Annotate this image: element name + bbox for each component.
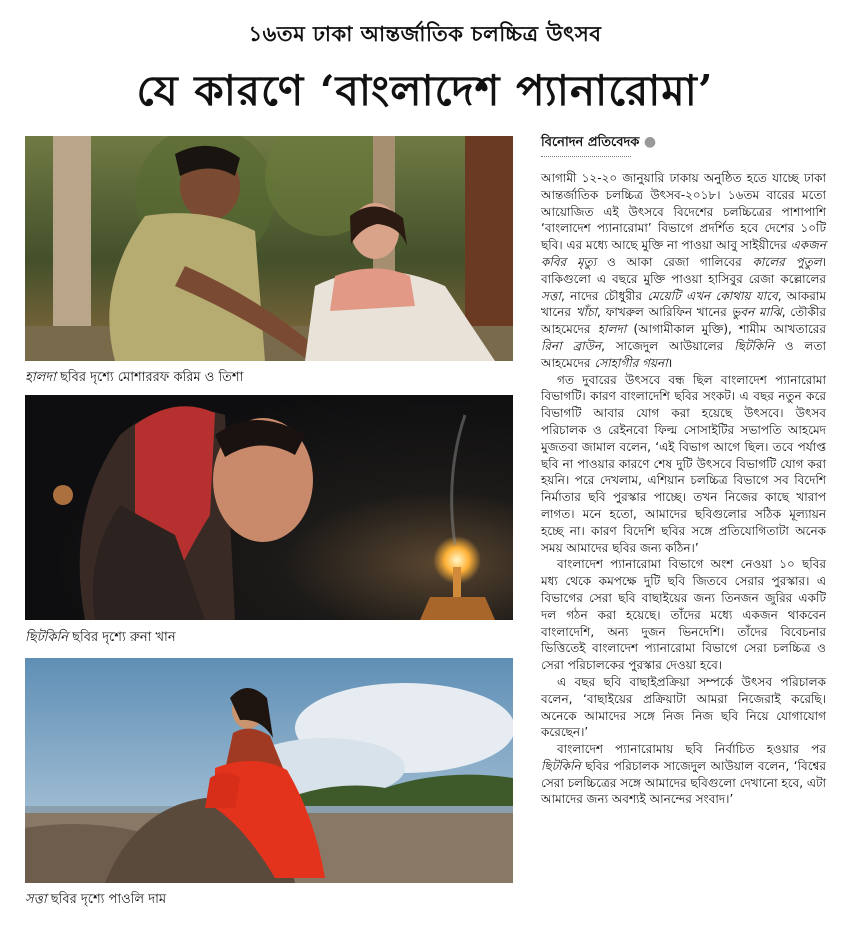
text-run: আগামী ১২-২০ জানুয়ারি ঢাকায় অনুষ্ঠিত হতে যাচ্ছে ঢাকা আন্তর্জাতিক চলচ্চিত্র উৎসব-২০১৮। ১৬তম বারের মতো আয়োজিত এই উৎসবে বিদেশের চলচ্চিত্রের পাশাপাশি ‘বাংলাদেশ প্যানারোমা’ বিভাগে প্রদর্শিত হবে দেশের ১০টি ছবি। এর মধ্যে আছে মুক্তি না পাওয়া আবু সাইয়ীদের	[541, 171, 826, 253]
photo-halda	[25, 136, 513, 361]
text-run: , সাজেদুল আউয়ালের	[601, 338, 735, 353]
caption-film-title: ছিটকিনি	[25, 630, 68, 645]
photo-caption-halda	[25, 369, 513, 387]
article-body	[541, 170, 826, 808]
film-title: মেয়েটি এখন কোথায় যাবে	[647, 288, 778, 303]
byline-divider	[541, 156, 631, 157]
photo-caption-shotta	[25, 891, 513, 909]
text-run: ও আকা রেজা গালিবের	[596, 254, 753, 269]
bullet-icon: ●	[643, 134, 657, 150]
film-title: খাঁচা	[575, 305, 598, 320]
caption-text: ছবির দৃশ্যে মোশাররফ করিম ও তিশা	[55, 370, 244, 385]
article-paragraph	[541, 170, 826, 372]
section-kicker: ১৬তম ঢাকা আন্তর্জাতিক চলচ্চিত্র উৎসব	[248, 22, 602, 46]
text-run: বাংলাদেশ প্যানারোমায় ছবি নির্বাচিত হওয়ার পর	[557, 742, 826, 757]
text-run: , ফাখরুল আরিফিন খানের	[597, 305, 732, 320]
caption-film-title: হালদা	[25, 370, 56, 385]
article-paragraph	[541, 741, 826, 808]
headline: যে কারণে ‘বাংলাদেশ প্যানারোমা’	[136, 66, 714, 115]
photo-chhitkini	[25, 395, 513, 620]
caption-film-title: সত্তা	[25, 892, 47, 907]
film-title: সোহাগীর গয়না	[594, 355, 668, 370]
article-paragraph: বাংলাদেশ প্যানারোমা বিভাগে অংশ নেওয়া ১০ ছবির মধ্য থেকে কমপক্ষে দুটি ছবি জিতবে সেরার পুরস্কার। এ বিভাগের সেরা ছবি বাছাইয়ের জন্য তিনজন জুরির একটি দল গঠন করা হয়েছে। তাঁদের মধ্যে একজন থাকবেন বাংলাদেশি, অন্য দুজন ভিনদেশি। তাঁদের বিবেচনার ভিত্তিতেই বাংলাদেশ প্যানারোমা বিভাগে সেরা চলচ্চিত্র ও সেরা পরিচালকের পুরস্কার দেওয়া হবে।	[541, 557, 826, 673]
film-title: কালের পুতুল	[752, 254, 822, 269]
film-title: হালদা	[597, 322, 627, 337]
text-run: , তৌকীর আহমেদের	[541, 305, 826, 337]
text-run: , নাদের চৌধুরীর	[561, 288, 648, 303]
article-paragraph: এ বছর ছবি বাছাইপ্রক্রিয়া সম্পর্কে উৎসব পরিচালক বলেন, ‘বাছাইয়ের প্রক্রিয়াটা আমরা নিজেরাই করেছি। অনেকে আমাদের সঙ্গে নিজ নিজ ছবি নিয়ে যোগাযোগ করেছেন।’	[541, 674, 826, 740]
caption-text: ছবির দৃশ্যে পাওলি দাম	[46, 892, 167, 907]
text-run: । বাকিগুলো এ বছরে মুক্তি পাওয়া হাসিবুর রেজা কল্লোলের	[541, 254, 826, 286]
film-title: একজন কবির মৃত্যু	[541, 238, 826, 269]
film-title: সত্তা	[541, 288, 561, 303]
film-title: রিনা ব্রাউন	[541, 338, 602, 353]
text-run: , আকরাম খানের	[541, 288, 826, 320]
film-title: ছিটকিনি	[734, 338, 774, 353]
byline	[541, 133, 826, 152]
byline-text: বিনোদন প্রতিবেদক	[541, 135, 640, 150]
photo-caption-chhitkini	[25, 629, 513, 647]
film-title: ভুবন মাঝি	[731, 305, 782, 320]
text-run: ।	[667, 355, 673, 370]
byline-block	[541, 133, 826, 157]
caption-text: ছবির দৃশ্যে রুনা খান	[67, 630, 176, 645]
photo-shotta	[25, 658, 513, 883]
film-title: ছিটকিনি	[541, 758, 581, 773]
text-run: (আগামীকাল মুক্তি), শামীম আখতারের	[626, 322, 826, 337]
text-run: ও লতা আহমেদের	[541, 338, 826, 370]
article-paragraph: গত দুবারের উৎসবে বন্ধ ছিল বাংলাদেশ প্যানারোমা বিভাগটি। কারণ বাংলাদেশি ছবির সংকট। এ বছর নতুন করে বিভাগটি আবার যোগ করা হয়েছে উৎসবে। উৎসব পরিচালক ও রেইনবো ফিল্ম সোসাইটির সভাপতি আহমেদ মুজতবা জামাল বলেন, ‘এই বিভাগ আগে ছিল। তবে পর্যাপ্ত ছবি না পাওয়ার কারণে শেষ দুটি উৎসবে বিভাগটি যোগ করা হয়নি। পরে দেখলাম, এশিয়ান চলচ্চিত্র বিভাগে সব বিদেশি নির্মাতার ছবি পুরস্কার পাচ্ছে। তখন নিজের কাছে খারাপ লাগত। মনে হতো, আমাদের ছবিগুলোর সঠিক মূল্যায়ন হচ্ছে না। কারণ বিদেশি ছবির সঙ্গে প্রতিযোগিতাটা অনেক সময় আমাদের ছবির জন্য কঠিন।’	[541, 372, 826, 555]
text-run: ছবির পরিচালক সাজেদুল আউয়াল বলেন, ‘বিশ্বের সেরা চলচ্চিত্রের সঙ্গে আমাদের ছবিগুলো দেখানো হবে, এটা আমাদের জন্য অবশ্যই আনন্দের সংবাদ।’	[541, 758, 826, 807]
